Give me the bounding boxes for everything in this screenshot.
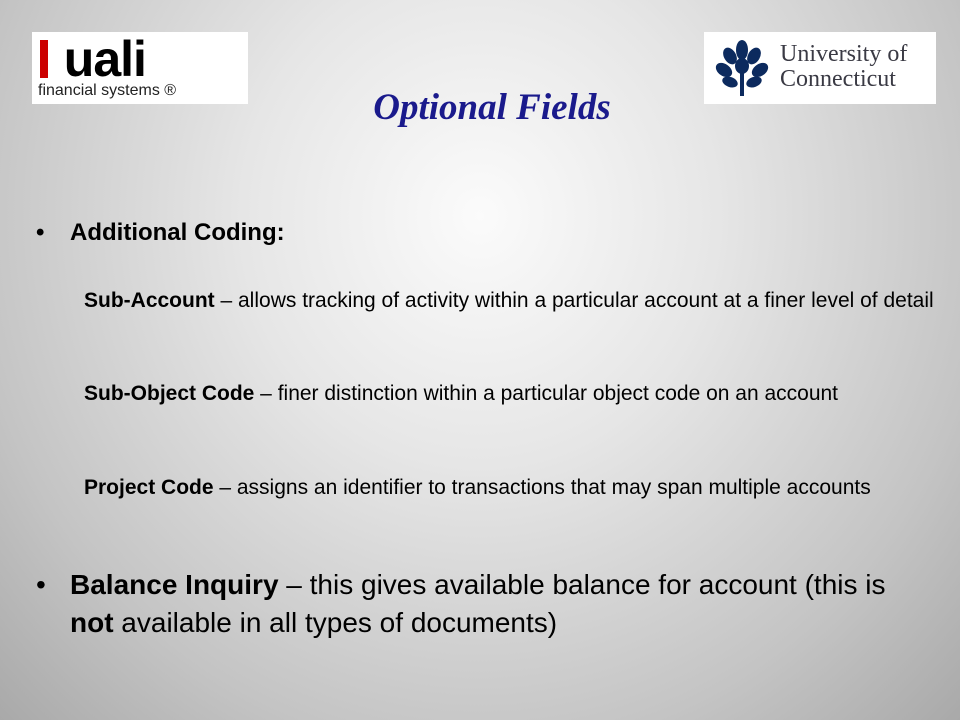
subitem-term: Sub-Object Code [84, 382, 255, 405]
subitem-project-code [84, 472, 934, 503]
uconn-wordmark [780, 42, 907, 92]
kuali-logo-subtitle: financial systems ® [38, 82, 177, 99]
subitem-desc: – assigns an identifier to transactions that may span multiple accounts [213, 476, 871, 499]
subitem-term: Project Code [84, 476, 214, 499]
bullet-desc-part-1: – this gives available balance for account (this is [278, 569, 886, 600]
subitem-desc: – finer distinction within a particular object code on an account [254, 382, 839, 405]
kuali-logo-wordmark: uali [38, 31, 146, 87]
subitem-desc: – allows tracking of activity within a particular account at a finer level of detail [214, 289, 934, 312]
bullet-desc-part-2: available in all types of documents) [113, 607, 558, 638]
subitem-sub-object-code [84, 378, 934, 409]
bullet-term: Balance Inquiry [70, 569, 279, 600]
bullet-symbol: • [36, 569, 46, 600]
bullet-text [70, 566, 916, 642]
bullet-additional-coding [36, 216, 916, 250]
bullet-emphasis: not [70, 607, 114, 638]
subitem-sub-account [84, 285, 934, 316]
uconn-line-2: Connecticut [780, 66, 896, 92]
bullet-symbol: • [36, 219, 45, 246]
subitem-term: Sub-Account [84, 289, 215, 312]
uconn-line-1: University of [780, 41, 908, 67]
bullet-balance-inquiry [36, 566, 916, 642]
slide-title: Optional Fields [373, 87, 611, 128]
bullet-label: Additional Coding: [70, 219, 285, 246]
